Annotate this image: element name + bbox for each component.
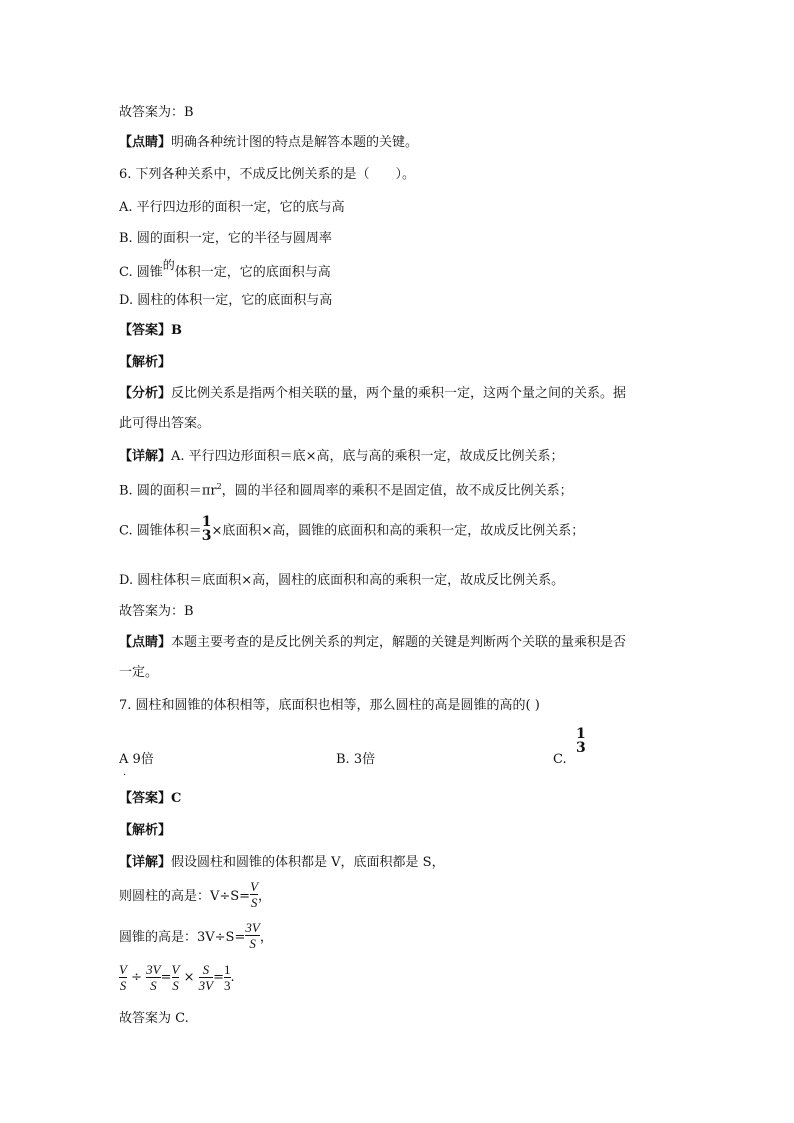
xiangjie-b-sup: 2 xyxy=(216,482,222,491)
option-6b: B. 圆的面积一定，它的半径与圆周率 xyxy=(119,231,332,246)
xiangjie-a-text: A. 平行四边形面积＝底×高，底与高的乘积一定，故成反比例关系； xyxy=(171,449,564,464)
xiangjie-7-text: 假设圆柱和圆锥的体积都是 V，底面积都是 S， xyxy=(171,855,445,870)
option-7b: B. 3倍 xyxy=(336,752,376,767)
xiangjie-c-pre: C. 圆锥体积＝ xyxy=(119,523,202,539)
option-7a-dot: ． xyxy=(123,767,133,778)
cone-height xyxy=(119,921,273,950)
xiangjie-c xyxy=(119,515,584,543)
final-answer-7: 故答案为 C. xyxy=(119,1011,189,1026)
option-6c-pre: C. 圆锥 xyxy=(119,265,163,280)
xiangjie-a xyxy=(119,448,564,466)
xiangjie-7 xyxy=(119,854,445,872)
fenxi-line-1 xyxy=(119,385,626,403)
xiangjie-b-pre: B. 圆的面积＝πr xyxy=(119,483,217,499)
times-sign: × xyxy=(183,970,195,985)
option-7c: C. xyxy=(553,752,567,767)
frac-num: 1 xyxy=(576,726,586,742)
xiangjie-c-post: ×底面积×高，圆锥的底面积和高的乘积一定，故成反比例关系； xyxy=(211,523,585,539)
eq-sign: = xyxy=(160,970,172,985)
option-7a: A 9倍 xyxy=(119,752,154,767)
fraction-one-third: 1 3 xyxy=(201,514,212,544)
cylinder-height xyxy=(119,880,271,909)
cone-height-pre: 圆锥的高是：3V÷S= xyxy=(119,930,246,945)
option-6c-sup: 的 xyxy=(162,258,175,272)
dianjing-line-1 xyxy=(119,634,626,652)
comma: ， xyxy=(258,889,272,904)
question-6: 6. 下列各种关系中，不成反比例关系的是（ ）。 xyxy=(119,167,416,182)
fenxi-line-2: 此可得出答案。 xyxy=(119,416,211,431)
question-7: 7. 圆柱和圆锥的体积相等，底面积也相等，那么圆柱的高是圆锥的高的( ) xyxy=(119,698,540,713)
tip-tag: 【点睛】 xyxy=(119,135,172,150)
dianjing-text-1: 本题主要考查的是反比例关系的判定，解题的关键是判断两个关联的量乘积是否 xyxy=(171,635,627,650)
comma: ， xyxy=(259,930,273,945)
answer-7: 【答案】C xyxy=(119,791,182,806)
dianjing-line-2: 一定。 xyxy=(119,665,159,680)
tip-line-1 xyxy=(119,134,418,152)
analysis-7: 【解析】 xyxy=(119,823,172,838)
frac-den: 3 xyxy=(576,740,586,756)
xiangjie-7-tag: 【详解】 xyxy=(119,855,172,870)
dianjing-tag: 【点睛】 xyxy=(119,635,172,650)
xiangjie-tag: 【详解】 xyxy=(119,449,172,464)
fenxi-tag: 【分析】 xyxy=(119,386,172,401)
eq-sign: = xyxy=(213,970,224,985)
option-6c xyxy=(119,258,331,282)
option-6d: D. 圆柱的体积一定，它的底面积与高 xyxy=(119,293,333,308)
option-6a: A. 平行四边形的面积一定，它的底与高 xyxy=(119,200,345,215)
cylinder-height-pre: 则圆柱的高是：V÷S= xyxy=(119,889,251,904)
answer-line-6: 故答案为：B xyxy=(119,604,194,619)
fraction-3v-over-s: $\frac{3V}{S}$ xyxy=(245,920,260,951)
fraction-v-over-s: $\frac{V}{S}$ xyxy=(250,879,259,910)
option-6c-post: 体积一定，它的底面积与高 xyxy=(174,265,331,280)
period: . xyxy=(230,970,235,985)
option-7c-fraction xyxy=(576,727,586,755)
xiangjie-b-post: ，圆的半径和圆周率的乘积不是固定值，故不成反比例关系； xyxy=(221,483,573,499)
analysis-6: 【解析】 xyxy=(119,355,172,370)
fenxi-text-1: 反比例关系是指两个相关联的量，两个量的乘积一定，这两个量之间的关系。据 xyxy=(171,386,627,401)
div-sign: ÷ xyxy=(131,970,142,985)
ratio-equation: $\frac{V}{S}$ ÷ $\frac{3V}{S}$ = $\frac{V}{S}$ × $\frac{S}{3V}$ = $\frac{1}{3}$ . xyxy=(119,962,235,993)
answer-line-1: 故答案为：B xyxy=(119,105,194,120)
xiangjie-b xyxy=(119,478,573,500)
tip-text: 明确各种统计图的特点是解答本题的关键。 xyxy=(171,135,419,150)
answer-6: 【答案】B xyxy=(119,323,182,338)
xiangjie-d: D. 圆柱体积＝底面积×高，圆柱的底面积和高的乘积一定，故成反比例关系。 xyxy=(119,573,565,588)
